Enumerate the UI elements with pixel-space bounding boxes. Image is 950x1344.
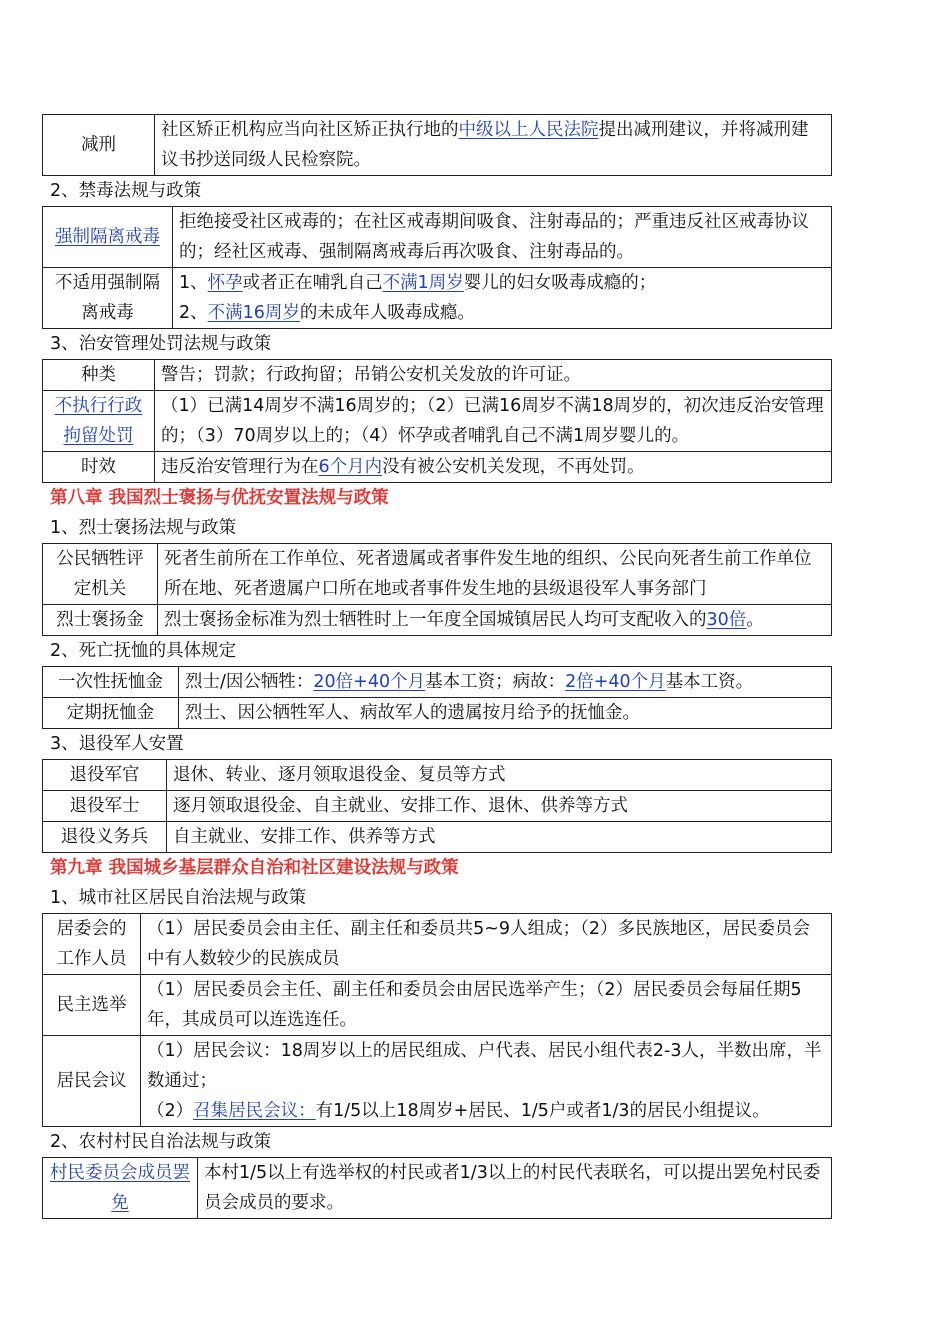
table-row <box>43 452 832 483</box>
row-label <box>43 207 173 268</box>
text-segment: 婴儿的妇女吸毒成瘾的； <box>463 273 657 293</box>
table-urban-autonomy <box>42 913 832 1127</box>
text-segment: 烈士褒扬金标准为烈士牺牲时上一年度全国城镇居民人均可支配收入的 <box>164 610 707 630</box>
section-heading: 2、死亡抚恤的具体规定 <box>50 641 237 661</box>
table-row <box>43 115 832 176</box>
highlight-link[interactable]: 不满1周岁 <box>382 273 464 293</box>
section-heading: 3、退役军人安置 <box>50 734 184 754</box>
row-label: 烈士褒扬金 <box>43 605 158 636</box>
table-row <box>43 360 832 391</box>
table-public-security <box>42 359 832 483</box>
text-segment: 烈士/因公牺牲： <box>185 672 314 692</box>
table-death-pension <box>42 666 832 729</box>
text-segment: 基本工资；病故： <box>425 672 566 692</box>
section-heading: 3、治安管理处罚法规与政策 <box>50 334 272 354</box>
row-text: （1）已满14周岁不满16周岁的；（2）已满16周岁不满18周岁的，初次违反治安管理的；（3）70周岁以上的；（4）怀孕或者哺乳自己不满1周岁婴儿的。 <box>155 391 832 452</box>
row-text: 逐月领取退役金、自主就业、安排工作、退休、供养等方式 <box>167 791 832 822</box>
chapter-heading: 第八章 我国烈士褒扬与优抚安置法规与政策 <box>50 488 389 508</box>
table-row <box>43 605 832 636</box>
row-label <box>43 391 155 452</box>
row-label: 种类 <box>43 360 155 391</box>
row-text: （1）居民委员会由主任、副主任和委员共5~9人组成；（2）多民族地区，居民委员会中有人数较少的民族成员 <box>141 914 832 975</box>
table-drug-control <box>42 206 832 329</box>
highlight-link[interactable]: 30倍 <box>706 610 747 630</box>
row-label: 退役义务兵 <box>43 822 167 853</box>
text-segment: 有1/5以上18周岁+居民、1/5户或者1/3的居民小组提议。 <box>315 1101 770 1121</box>
highlight-link[interactable]: 不执行行政拘留处罚 <box>54 396 143 446</box>
text-segment: 违反治安管理行为在 <box>161 457 319 477</box>
table-row <box>43 760 832 791</box>
text-segment: 。 <box>746 610 764 630</box>
table-reduce-sentence <box>42 114 832 176</box>
table-veteran <box>42 759 832 853</box>
table-row <box>43 544 832 605</box>
table-row <box>43 822 832 853</box>
row-text <box>179 667 832 698</box>
table-row <box>43 1158 832 1219</box>
row-label: 公民牺牲评定机关 <box>43 544 158 605</box>
row-text <box>158 605 832 636</box>
row-text <box>141 1036 832 1127</box>
text-segment: （1）居民会议：18周岁以上的居民组成、户代表、居民小组代表2-3人，半数出席，半数通过； <box>147 1041 822 1091</box>
section-heading: 2、禁毒法规与政策 <box>50 181 202 201</box>
row-text: 拒绝接受社区戒毒的；在社区戒毒期间吸食、注射毒品的；严重违反社区戒毒协议的；经社区戒毒、强制隔离戒毒后再次吸食、注射毒品的。 <box>173 207 832 268</box>
text-segment: 或者正在哺乳自己 <box>242 273 383 293</box>
document-page <box>42 114 834 1219</box>
highlight-link[interactable]: 6个月内 <box>318 457 383 477</box>
row-label <box>43 1158 198 1219</box>
text-segment: （2） <box>147 1101 194 1121</box>
row-text <box>173 268 832 329</box>
row-label: 一次性抚恤金 <box>43 667 179 698</box>
row-label: 定期抚恤金 <box>43 698 179 729</box>
row-label: 退役军官 <box>43 760 167 791</box>
row-label: 不适用强制隔离戒毒 <box>43 268 173 329</box>
section-heading: 1、城市社区居民自治法规与政策 <box>50 888 307 908</box>
table-row <box>43 698 832 729</box>
highlight-link[interactable]: 强制隔离戒毒 <box>55 227 160 247</box>
section-heading: 2、农村村民自治法规与政策 <box>50 1132 272 1152</box>
highlight-link[interactable]: 中级以上人民法院 <box>458 120 599 140</box>
row-text: 自主就业、安排工作、供养等方式 <box>167 822 832 853</box>
table-row <box>43 667 832 698</box>
table-martyr <box>42 543 832 636</box>
table-rural-autonomy <box>42 1157 832 1219</box>
text-segment: 的未成年人吸毒成瘾。 <box>299 303 475 323</box>
table-row <box>43 391 832 452</box>
row-text: （1）居民委员会主任、副主任和委员会由居民选举产生；（2）居民委员会每届任期5年，其成员可以连选连任。 <box>141 975 832 1036</box>
text-segment: 社区矫正机构应当向社区矫正执行地的 <box>161 120 459 140</box>
row-label: 民主选举 <box>43 975 141 1036</box>
row-label: 居委会的工作人员 <box>43 914 141 975</box>
highlight-link[interactable]: 2倍+40个月 <box>565 672 666 692</box>
highlight-link[interactable]: 村民委员会成员罢免 <box>50 1163 190 1213</box>
row-text <box>155 115 832 176</box>
text-segment: 没有被公安机关发现，不再处罚。 <box>382 457 645 477</box>
table-row <box>43 975 832 1036</box>
text-segment: 1、 <box>179 273 208 293</box>
row-label: 居民会议 <box>43 1036 141 1127</box>
text-segment: 2、 <box>179 303 208 323</box>
section-heading: 1、烈士褒扬法规与政策 <box>50 518 237 538</box>
text-segment: 提出减刑建议，并将减刑建议书抄送同级人民检察院。 <box>161 120 809 170</box>
row-label: 退役军士 <box>43 791 167 822</box>
table-row <box>43 268 832 329</box>
table-row <box>43 791 832 822</box>
chapter-heading: 第九章 我国城乡基层群众自治和社区建设法规与政策 <box>50 858 459 878</box>
row-label: 减刑 <box>43 115 155 176</box>
highlight-link[interactable]: 不满16周岁 <box>207 303 300 323</box>
row-text: 退休、转业、逐月领取退役金、复员等方式 <box>167 760 832 791</box>
row-text: 本村1/5以上有选举权的村民或者1/3以上的村民代表联名，可以提出罢免村民委员会成员的要求。 <box>198 1158 832 1219</box>
table-row <box>43 1036 832 1127</box>
row-label: 时效 <box>43 452 155 483</box>
highlight-link[interactable]: 召集居民会议： <box>193 1101 316 1121</box>
row-text: 死者生前所在工作单位、死者遗属或者事件发生地的组织、公民向死者生前工作单位所在地、死者遗属户口所在地或者事件发生地的县级退役军人事务部门 <box>158 544 832 605</box>
highlight-link[interactable]: 怀孕 <box>207 273 243 293</box>
row-text: 烈士、因公牺牲军人、病故军人的遗属按月给予的抚恤金。 <box>179 698 832 729</box>
table-row <box>43 207 832 268</box>
table-row <box>43 914 832 975</box>
row-text <box>155 452 832 483</box>
highlight-link[interactable]: 20倍+40个月 <box>313 672 426 692</box>
text-segment: 基本工资。 <box>665 672 754 692</box>
row-text: 警告；罚款；行政拘留；吊销公安机关发放的许可证。 <box>155 360 832 391</box>
